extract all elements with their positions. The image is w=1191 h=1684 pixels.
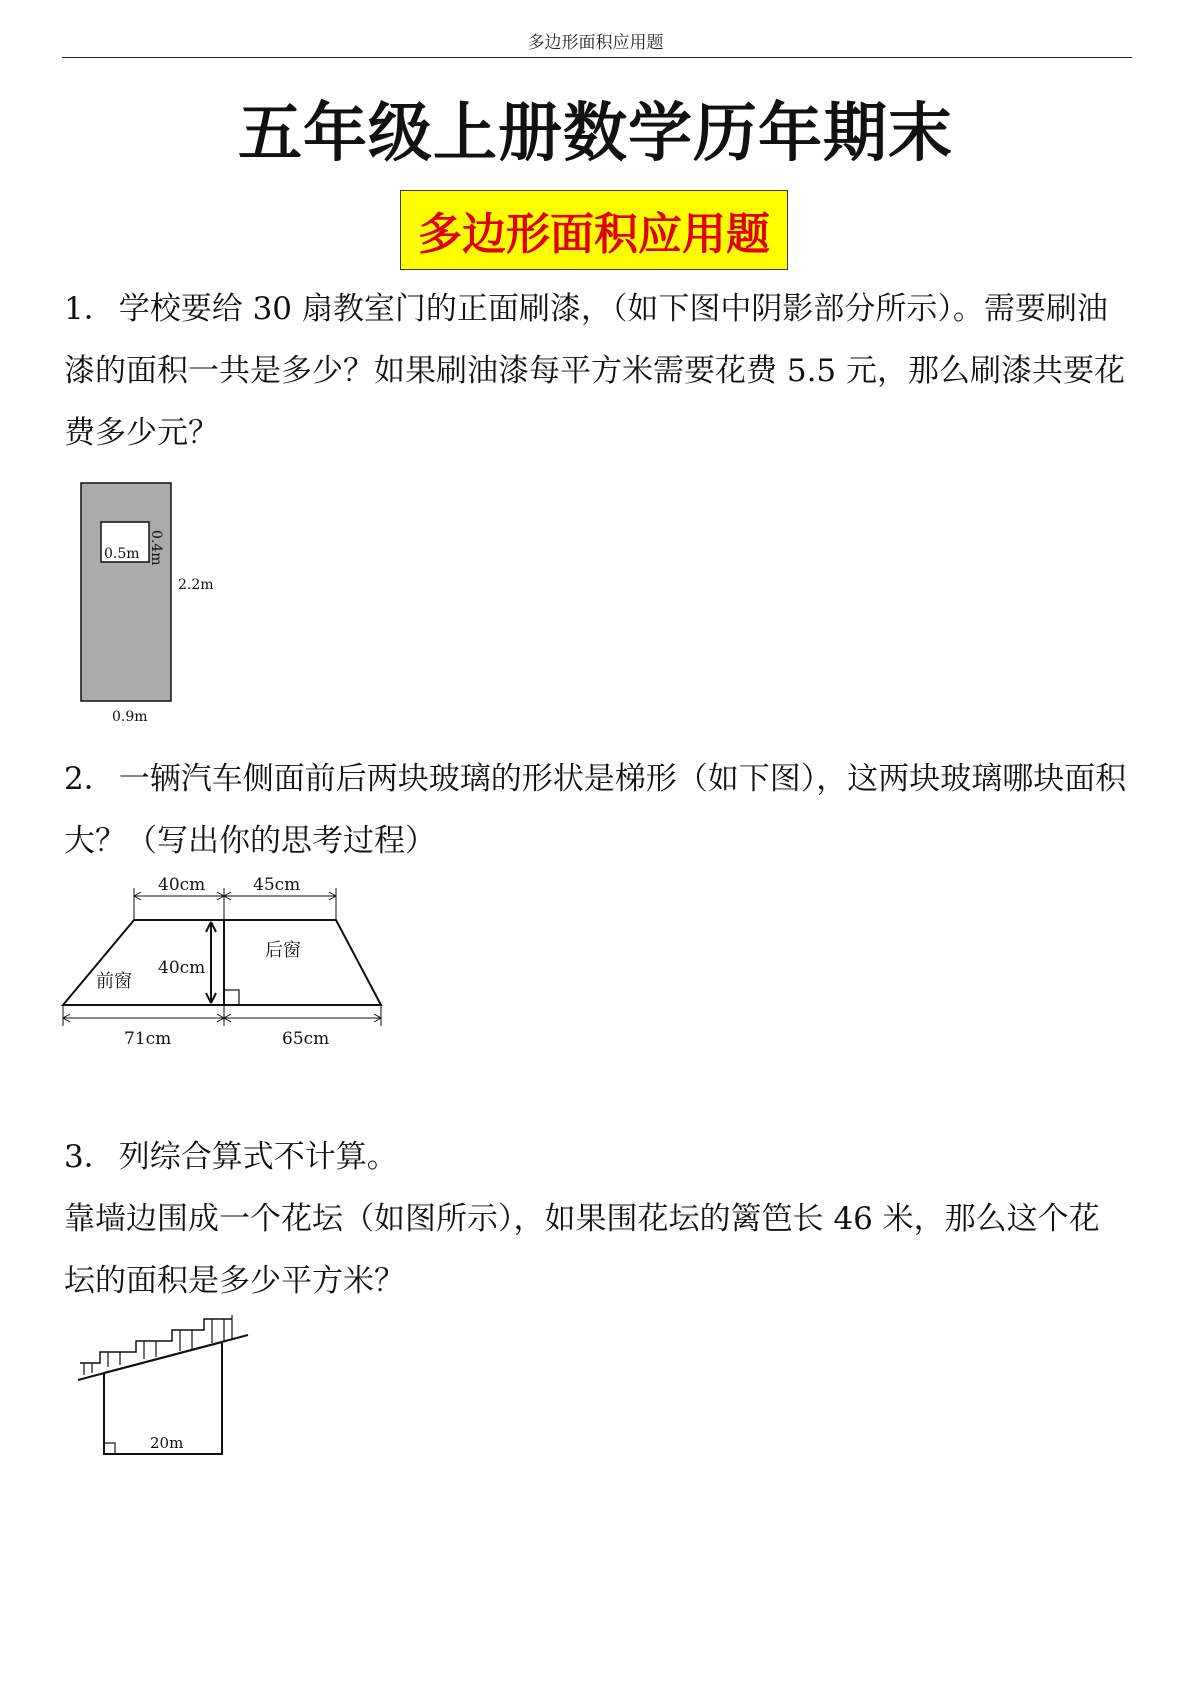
flowerbed-figure bbox=[76, 1315, 256, 1460]
front-window-label: 前窗 bbox=[96, 971, 132, 992]
question-number: 1． bbox=[64, 291, 115, 327]
door-width-label: 0.9m bbox=[112, 709, 148, 725]
window-height-label: 0.4m bbox=[148, 530, 164, 566]
trapezoid-windows bbox=[63, 920, 381, 1005]
rear-window-label: 后窗 bbox=[265, 940, 301, 961]
door-height-label: 2.2m bbox=[178, 577, 214, 593]
right-angle-mark bbox=[104, 1443, 115, 1454]
question-3 bbox=[64, 1126, 1129, 1312]
question-number: 3． bbox=[64, 1139, 115, 1175]
page-title: 五年级上册数学历年期末 bbox=[238, 97, 953, 171]
question-text-detail: 靠墙边围成一个花坛（如图所示），如果围花坛的篱笆长 46 米，那么这个花坛的面积是多少平方米？ bbox=[64, 1201, 1100, 1299]
bottom-left-dim-label: 71cm bbox=[124, 1029, 172, 1049]
question-text: 学校要给 30 扇教室门的正面刷漆，（如下图中阴影部分所示）。需要刷油漆的面积一共是多少？如果刷油漆每平方米需要花费 5.5 元，那么刷漆共要花费多少元？ bbox=[64, 291, 1126, 451]
top-right-dim-label: 45cm bbox=[253, 875, 301, 895]
window-width-label: 0.5m bbox=[104, 546, 140, 562]
height-dim-label: 40cm bbox=[158, 958, 206, 978]
page-header-title: 多边形面积应用题 bbox=[527, 33, 664, 53]
door-figure bbox=[70, 478, 230, 730]
question-2 bbox=[64, 748, 1129, 872]
car-windows-figure bbox=[60, 874, 390, 1049]
subtitle-banner bbox=[400, 190, 788, 270]
question-text: 列综合算式不计算。 bbox=[118, 1139, 398, 1175]
top-left-dim-label: 40cm bbox=[158, 875, 206, 895]
header-divider bbox=[62, 57, 1132, 58]
subtitle-text: 多边形面积应用题 bbox=[418, 209, 770, 260]
question-1 bbox=[64, 278, 1129, 464]
question-text: 一辆汽车侧面前后两块玻璃的形状是梯形（如下图），这两块玻璃哪块面积大？（写出你的思考过程） bbox=[64, 761, 1127, 859]
right-angle-mark bbox=[224, 990, 239, 1005]
base-length-label: 20m bbox=[150, 1434, 184, 1452]
bottom-right-dim-label: 65cm bbox=[282, 1029, 330, 1049]
question-number: 2． bbox=[64, 761, 115, 797]
door-shape bbox=[81, 483, 171, 701]
